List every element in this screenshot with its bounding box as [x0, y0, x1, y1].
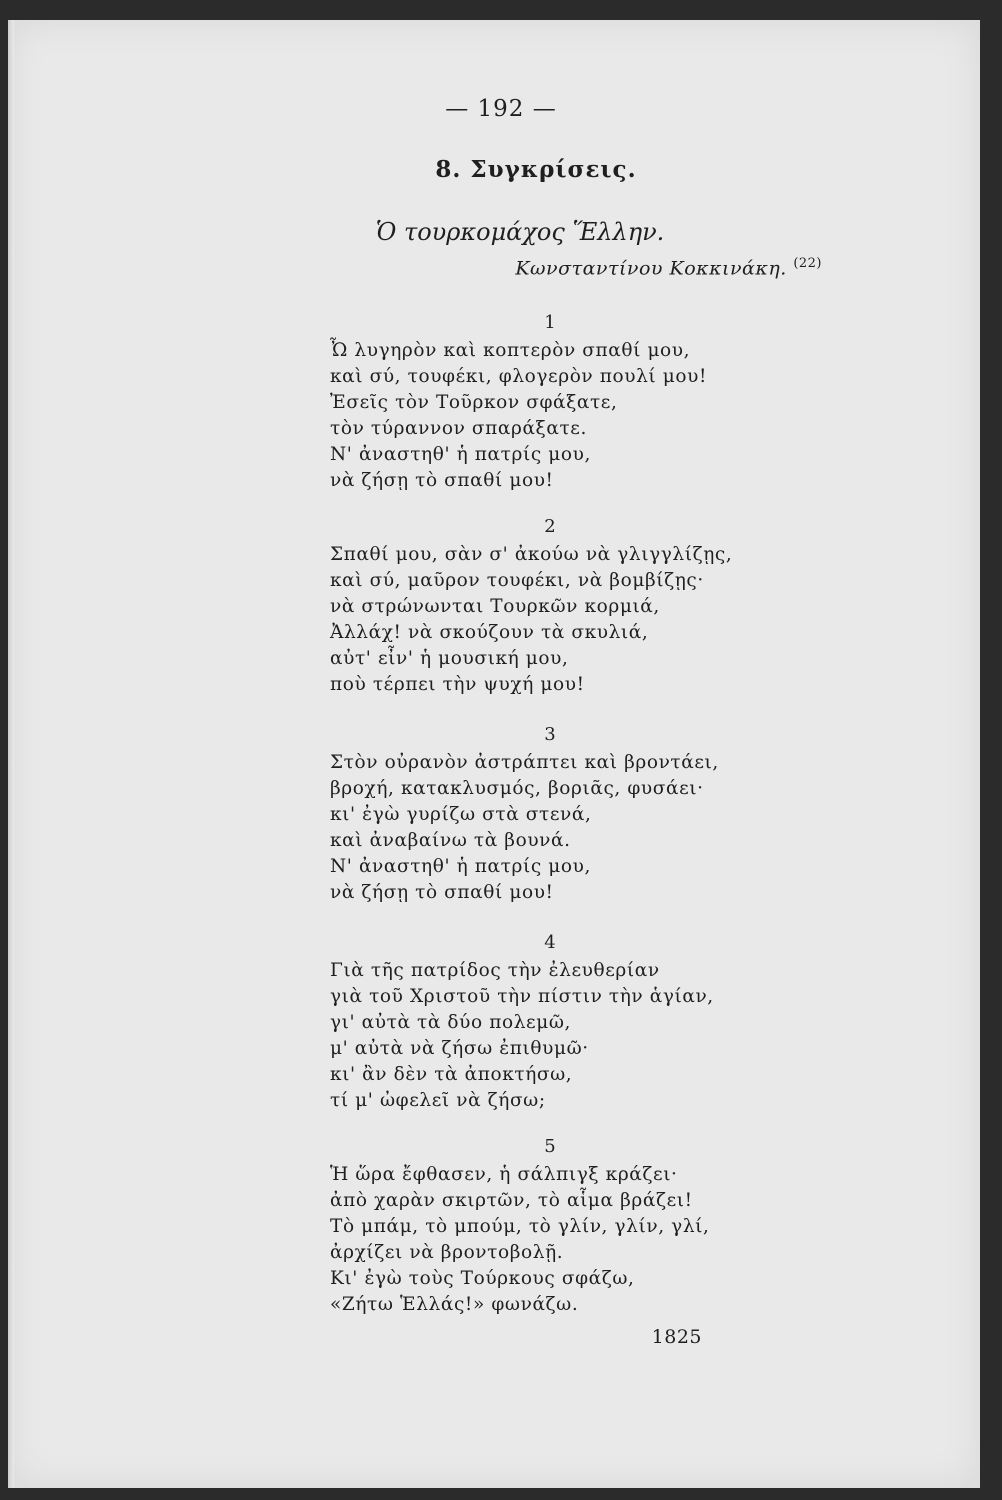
verse-line: αὐτ' εἶν' ἡ μουσική μου,: [330, 648, 569, 669]
stanza-4: [330, 928, 750, 1114]
verse-line: Σπαθί μου, σὰν σ' ἀκούω νὰ γλιγγλίζῃς,: [330, 544, 733, 565]
verse-line: ποὺ τέρπει τὴν ψυχή μου!: [330, 674, 585, 695]
poem-date: 1825: [651, 1326, 702, 1348]
stanza-5: [330, 1132, 750, 1318]
verse-line: καὶ ἀναβαίνω τὰ βουνά.: [330, 830, 571, 851]
section-title: 8. Συγκρίσεις.: [435, 156, 637, 183]
verse-line: νὰ ζήσῃ τὸ σπαθί μου!: [330, 470, 554, 491]
verse-line: γι' αὐτὰ τὰ δύο πολεμῶ,: [330, 1012, 572, 1033]
verse-line: καὶ σύ, μαῦρον τουφέκι, νὰ βομβίζῃς·: [330, 570, 704, 591]
verse-line: ἀπὸ χαρὰν σκιρτῶν, τὸ αἷμα βράζει!: [330, 1190, 693, 1211]
verse-line: Ἐσεῖς τὸν Τοῦρκον σφάξατε,: [330, 392, 618, 413]
verse-line: ἀρχίζει νὰ βροντοβολῇ.: [330, 1242, 564, 1263]
verse-line: νὰ στρώνωνται Τουρκῶν κορμιά,: [330, 596, 660, 617]
stanza-2: [330, 512, 750, 698]
poem-title: Ὁ τουρκομάχος Ἕλλην.: [375, 218, 665, 246]
stanza-number: 3: [544, 724, 556, 745]
verse-line: Ἀλλάχ! νὰ σκούζουν τὰ σκυλιά,: [330, 622, 649, 643]
verse-line: Ἡ ὥρα ἔφθασεν, ἡ σάλπιγξ κράζει·: [330, 1164, 678, 1185]
verse-line: Ν' ἀναστηθ' ἡ πατρίς μου,: [330, 444, 591, 465]
stanza-3: [330, 720, 750, 906]
verse-line: Κι' ἐγὼ τοὺς Τούρκους σφάζω,: [330, 1268, 635, 1289]
verse-line: Ὦ λυγηρὸν καὶ κοπτερὸν σπαθί μου,: [330, 340, 691, 361]
verse-line: νὰ ζήσῃ τὸ σπαθί μου!: [330, 882, 554, 903]
verse-line: Γιὰ τῆς πατρίδος τὴν ἐλευθερίαν: [330, 960, 660, 981]
verse-line: κι' ἂν δὲν τὰ ἀποκτήσω,: [330, 1064, 573, 1085]
author-name: Κωνσταντίνου Κοκκινάκη.: [515, 257, 787, 280]
verse-line: καὶ σύ, τουφέκι, φλογερὸν πουλί μου!: [330, 366, 708, 387]
verse-line: Τὸ μπάμ, τὸ μπούμ, τὸ γλίν, γλίν, γλί,: [330, 1216, 710, 1237]
stanza-1: [330, 308, 750, 494]
stanza-number: 4: [544, 932, 556, 953]
verse-line: κι' ἐγὼ γυρίζω στὰ στενά,: [330, 804, 592, 825]
verse-line: μ' αὐτὰ νὰ ζήσω ἐπιθυμῶ·: [330, 1038, 589, 1059]
verse-line: Στὸν οὐρανὸν ἀστράπτει καὶ βροντάει,: [330, 752, 719, 773]
verse-line: τί μ' ὠφελεῖ νὰ ζήσω;: [330, 1090, 546, 1111]
verse-line: «Ζήτω Ἑλλάς!» φωνάζω.: [330, 1294, 579, 1315]
stanza-number: 2: [544, 516, 556, 537]
footnote-reference: (22): [793, 256, 822, 271]
poem-author: [515, 256, 822, 279]
stanza-number: 1: [544, 312, 556, 333]
stanza-number: 5: [544, 1136, 556, 1157]
verse-line: τὸν τύραννον σπαράξατε.: [330, 418, 587, 439]
verse-line: βροχή, κατακλυσμός, βοριᾶς, φυσάει·: [330, 778, 704, 799]
verse-line: γιὰ τοῦ Χριστοῦ τὴν πίστιν τὴν ἁγίαν,: [330, 986, 714, 1007]
verse-line: Ν' ἀναστηθ' ἡ πατρίς μου,: [330, 856, 591, 877]
page-number: — 192 —: [445, 96, 557, 122]
